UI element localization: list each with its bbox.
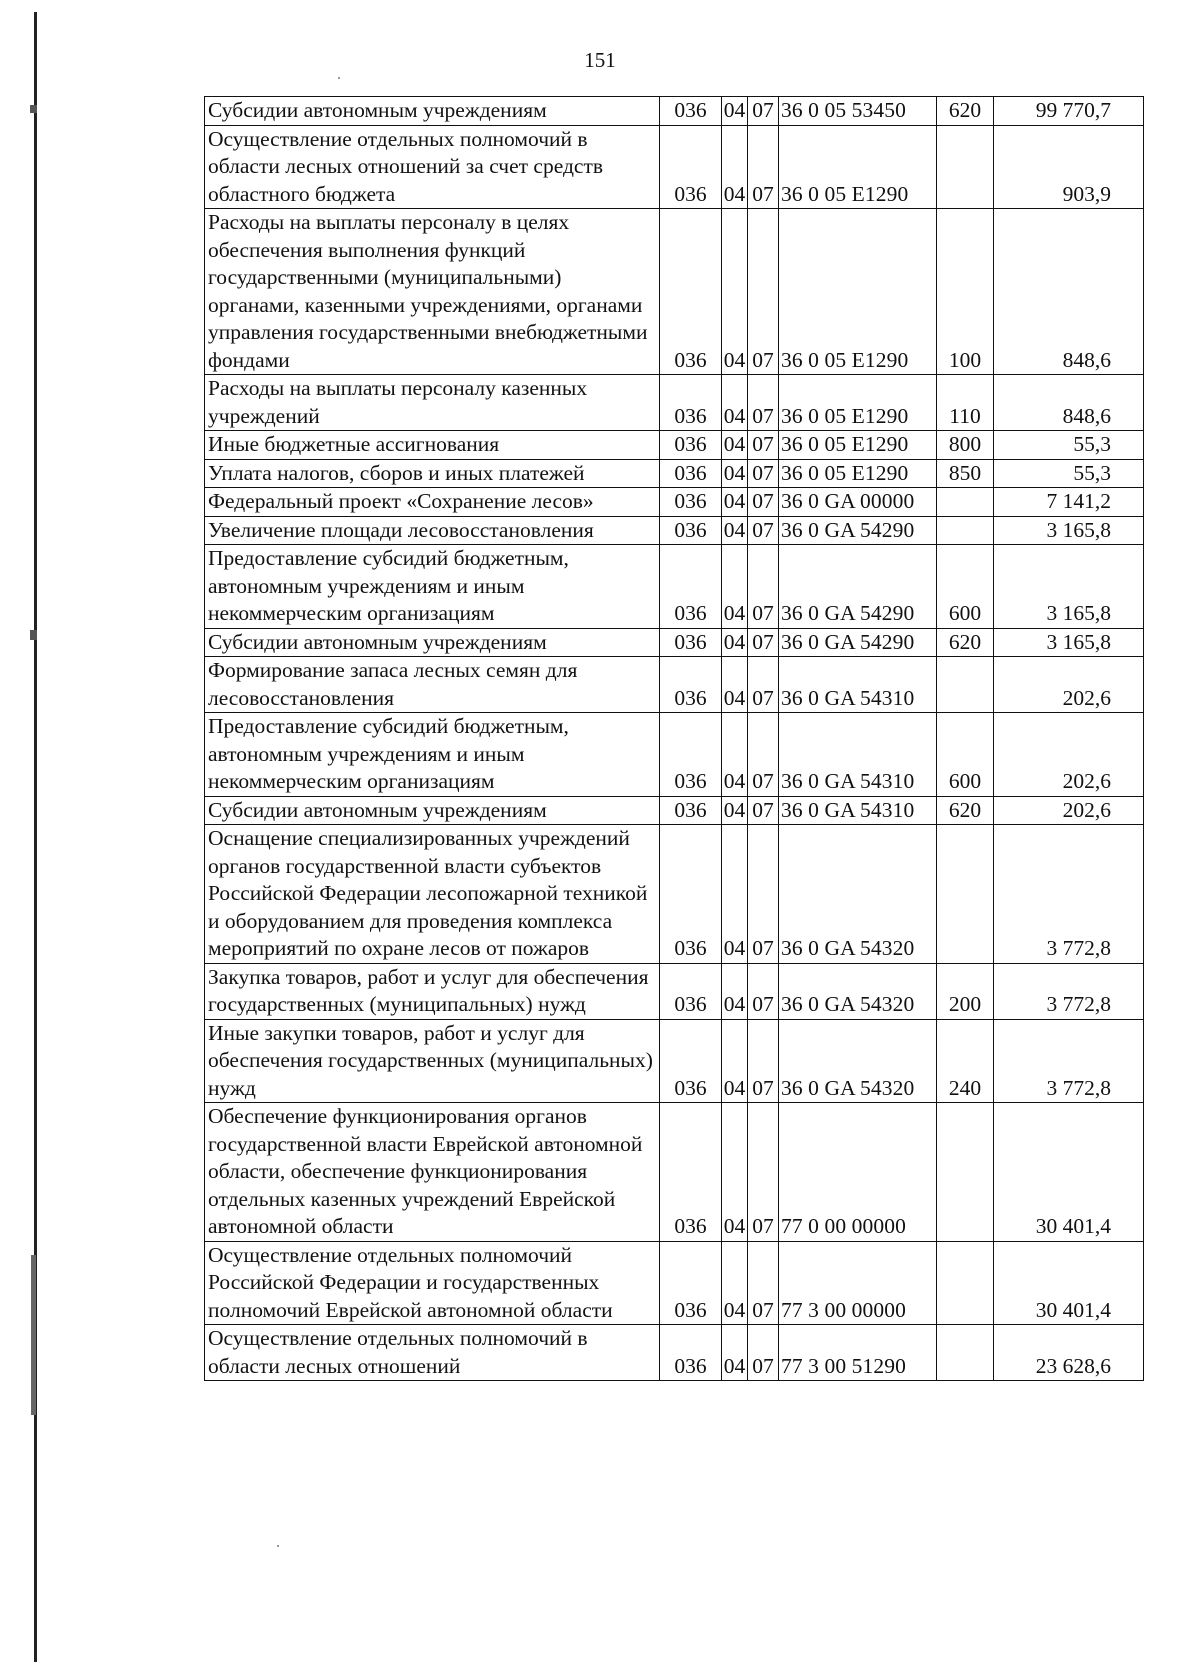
- section-code-cell: 04: [722, 796, 748, 825]
- expense-name-cell: Расходы на выплаты персоналу казенных учреждений: [205, 375, 660, 431]
- section-code-cell: 04: [722, 209, 748, 375]
- table-row: [205, 431, 1144, 460]
- amount-cell: 3 165,8: [994, 545, 1144, 629]
- amount-cell: 30 401,4: [994, 1103, 1144, 1242]
- table-row: [205, 97, 1144, 126]
- table-row: [205, 459, 1144, 488]
- subsection-code-cell: 07: [748, 1241, 779, 1325]
- expense-name-cell: Иные бюджетные ассигнования: [205, 431, 660, 460]
- expense-type-cell: 200: [937, 963, 994, 1019]
- subsection-code-cell: 07: [748, 459, 779, 488]
- expense-type-cell: 100: [937, 209, 994, 375]
- expense-type-cell: [937, 1241, 994, 1325]
- expense-name-cell: Обеспечение функционирования органов государственной власти Еврейской автономной области, обеспечение функционирования отдельных казенных учреждений Еврейской автономной области: [205, 1103, 660, 1242]
- table-row: [205, 657, 1144, 713]
- section-code-cell: 04: [722, 125, 748, 209]
- ministry-code-cell: 036: [660, 628, 722, 657]
- ministry-code-cell: 036: [660, 209, 722, 375]
- ministry-code-cell: 036: [660, 516, 722, 545]
- expense-type-cell: [937, 488, 994, 517]
- subsection-code-cell: 07: [748, 1325, 779, 1381]
- section-code-cell: 04: [722, 545, 748, 629]
- target-article-cell: 36 0 GA 54310: [779, 796, 937, 825]
- subsection-code-cell: 07: [748, 963, 779, 1019]
- binding-mark: [30, 105, 37, 113]
- expense-name-cell: Осуществление отдельных полномочий в области лесных отношений: [205, 1325, 660, 1381]
- ministry-code-cell: 036: [660, 657, 722, 713]
- amount-cell: 848,6: [994, 375, 1144, 431]
- section-code-cell: 04: [722, 1325, 748, 1381]
- target-article-cell: 36 0 GA 54310: [779, 657, 937, 713]
- subsection-code-cell: 07: [748, 545, 779, 629]
- target-article-cell: 36 0 GA 00000: [779, 488, 937, 517]
- amount-cell: 3 165,8: [994, 628, 1144, 657]
- expense-type-cell: [937, 657, 994, 713]
- amount-cell: 3 772,8: [994, 1019, 1144, 1103]
- table-row: [205, 375, 1144, 431]
- expense-type-cell: [937, 516, 994, 545]
- table-row: [205, 545, 1144, 629]
- target-article-cell: 36 0 05 Е1290: [779, 431, 937, 460]
- scan-speck: [277, 1545, 279, 1547]
- section-code-cell: 04: [722, 516, 748, 545]
- target-article-cell: 36 0 05 Е1290: [779, 209, 937, 375]
- expense-type-cell: [937, 125, 994, 209]
- expense-name-cell: Расходы на выплаты персоналу в целях обеспечения выполнения функций государственными (муниципальными) органами, казенными учреждениями, органами управления государственными внебюджетными фондами: [205, 209, 660, 375]
- ministry-code-cell: 036: [660, 459, 722, 488]
- target-article-cell: 36 0 GA 54290: [779, 516, 937, 545]
- binding-mark: [31, 1255, 36, 1415]
- table-row: [205, 825, 1144, 964]
- table-row: [205, 1103, 1144, 1242]
- ministry-code-cell: 036: [660, 1325, 722, 1381]
- expense-name-cell: Уплата налогов, сборов и иных платежей: [205, 459, 660, 488]
- expense-name-cell: Увеличение площади лесовосстановления: [205, 516, 660, 545]
- ministry-code-cell: 036: [660, 488, 722, 517]
- expense-name-cell: Оснащение специализированных учреждений органов государственной власти субъектов Российской Федерации лесопожарной техникой и оборудованием для проведения комплекса мероприятий по охране лесов от пожаров: [205, 825, 660, 964]
- expense-type-cell: 800: [937, 431, 994, 460]
- table-row: [205, 963, 1144, 1019]
- subsection-code-cell: 07: [748, 209, 779, 375]
- expense-type-cell: 850: [937, 459, 994, 488]
- subsection-code-cell: 07: [748, 796, 779, 825]
- expense-type-cell: 110: [937, 375, 994, 431]
- amount-cell: 7 141,2: [994, 488, 1144, 517]
- expense-name-cell: Субсидии автономным учреждениям: [205, 97, 660, 126]
- target-article-cell: 36 0 GA 54310: [779, 713, 937, 797]
- section-code-cell: 04: [722, 1019, 748, 1103]
- expense-name-cell: Формирование запаса лесных семян для лесовосстановления: [205, 657, 660, 713]
- page-number: 151: [584, 48, 616, 72]
- expense-type-cell: [937, 1325, 994, 1381]
- section-code-cell: 04: [722, 825, 748, 964]
- table-row: [205, 796, 1144, 825]
- table-row: [205, 125, 1144, 209]
- scan-speck: [338, 77, 340, 79]
- target-article-cell: 36 0 GA 54320: [779, 825, 937, 964]
- expense-name-cell: Предоставление субсидий бюджетным, автономным учреждениям и иным некоммерческим организациям: [205, 713, 660, 797]
- amount-cell: 202,6: [994, 713, 1144, 797]
- subsection-code-cell: 07: [748, 125, 779, 209]
- expense-name-cell: Осуществление отдельных полномочий Российской Федерации и государственных полномочий Еврейской автономной области: [205, 1241, 660, 1325]
- ministry-code-cell: 036: [660, 1241, 722, 1325]
- amount-cell: 3 772,8: [994, 825, 1144, 964]
- target-article-cell: 36 0 05 53450: [779, 97, 937, 126]
- section-code-cell: 04: [722, 713, 748, 797]
- expense-type-cell: 620: [937, 97, 994, 126]
- table-row: [205, 1241, 1144, 1325]
- table-row: [205, 516, 1144, 545]
- ministry-code-cell: 036: [660, 1019, 722, 1103]
- amount-cell: 848,6: [994, 209, 1144, 375]
- expense-name-cell: Предоставление субсидий бюджетным, автономным учреждениям и иным некоммерческим организациям: [205, 545, 660, 629]
- expense-name-cell: Осуществление отдельных полномочий в области лесных отношений за счет средств областного бюджета: [205, 125, 660, 209]
- ministry-code-cell: 036: [660, 796, 722, 825]
- amount-cell: 55,3: [994, 431, 1144, 460]
- subsection-code-cell: 07: [748, 516, 779, 545]
- subsection-code-cell: 07: [748, 375, 779, 431]
- subsection-code-cell: 07: [748, 1019, 779, 1103]
- binding-mark: [30, 630, 37, 640]
- target-article-cell: 36 0 05 Е1290: [779, 459, 937, 488]
- section-code-cell: 04: [722, 431, 748, 460]
- target-article-cell: 36 0 05 Е1290: [779, 375, 937, 431]
- target-article-cell: 36 0 GA 54290: [779, 545, 937, 629]
- section-code-cell: 04: [722, 657, 748, 713]
- expense-type-cell: [937, 825, 994, 964]
- amount-cell: 903,9: [994, 125, 1144, 209]
- table-row: [205, 1325, 1144, 1381]
- expense-type-cell: [937, 1103, 994, 1242]
- section-code-cell: 04: [722, 375, 748, 431]
- expense-type-cell: 600: [937, 713, 994, 797]
- expense-name-cell: Закупка товаров, работ и услуг для обеспечения государственных (муниципальных) нужд: [205, 963, 660, 1019]
- amount-cell: 3 165,8: [994, 516, 1144, 545]
- expense-type-cell: 240: [937, 1019, 994, 1103]
- table-row: [205, 713, 1144, 797]
- ministry-code-cell: 036: [660, 713, 722, 797]
- ministry-code-cell: 036: [660, 1103, 722, 1242]
- target-article-cell: 77 0 00 00000: [779, 1103, 937, 1242]
- target-article-cell: 36 0 GA 54290: [779, 628, 937, 657]
- section-code-cell: 04: [722, 97, 748, 126]
- section-code-cell: 04: [722, 488, 748, 517]
- subsection-code-cell: 07: [748, 657, 779, 713]
- expense-name-cell: Субсидии автономным учреждениям: [205, 796, 660, 825]
- section-code-cell: 04: [722, 628, 748, 657]
- ministry-code-cell: 036: [660, 431, 722, 460]
- expense-type-cell: 600: [937, 545, 994, 629]
- ministry-code-cell: 036: [660, 97, 722, 126]
- subsection-code-cell: 07: [748, 97, 779, 126]
- target-article-cell: 77 3 00 00000: [779, 1241, 937, 1325]
- ministry-code-cell: 036: [660, 375, 722, 431]
- table-row: [205, 209, 1144, 375]
- table-row: [205, 488, 1144, 517]
- subsection-code-cell: 07: [748, 1103, 779, 1242]
- target-article-cell: 36 0 GA 54320: [779, 963, 937, 1019]
- expense-type-cell: 620: [937, 796, 994, 825]
- table-body: [205, 97, 1144, 1381]
- amount-cell: 55,3: [994, 459, 1144, 488]
- target-article-cell: 36 0 05 Е1290: [779, 125, 937, 209]
- subsection-code-cell: 07: [748, 713, 779, 797]
- expense-name-cell: Федеральный проект «Сохранение лесов»: [205, 488, 660, 517]
- subsection-code-cell: 07: [748, 825, 779, 964]
- expense-type-cell: 620: [937, 628, 994, 657]
- amount-cell: 202,6: [994, 657, 1144, 713]
- section-code-cell: 04: [722, 1103, 748, 1242]
- subsection-code-cell: 07: [748, 488, 779, 517]
- ministry-code-cell: 036: [660, 125, 722, 209]
- subsection-code-cell: 07: [748, 431, 779, 460]
- amount-cell: 202,6: [994, 796, 1144, 825]
- target-article-cell: 36 0 GA 54320: [779, 1019, 937, 1103]
- table-row: [205, 1019, 1144, 1103]
- subsection-code-cell: 07: [748, 628, 779, 657]
- amount-cell: 3 772,8: [994, 963, 1144, 1019]
- amount-cell: 23 628,6: [994, 1325, 1144, 1381]
- amount-cell: 99 770,7: [994, 97, 1144, 126]
- section-code-cell: 04: [722, 963, 748, 1019]
- table-row: [205, 628, 1144, 657]
- section-code-cell: 04: [722, 1241, 748, 1325]
- ministry-code-cell: 036: [660, 963, 722, 1019]
- ministry-code-cell: 036: [660, 545, 722, 629]
- budget-table: [204, 96, 1144, 1381]
- ministry-code-cell: 036: [660, 825, 722, 964]
- amount-cell: 30 401,4: [994, 1241, 1144, 1325]
- section-code-cell: 04: [722, 459, 748, 488]
- expense-name-cell: Иные закупки товаров, работ и услуг для обеспечения государственных (муниципальных) нужд: [205, 1019, 660, 1103]
- target-article-cell: 77 3 00 51290: [779, 1325, 937, 1381]
- expense-name-cell: Субсидии автономным учреждениям: [205, 628, 660, 657]
